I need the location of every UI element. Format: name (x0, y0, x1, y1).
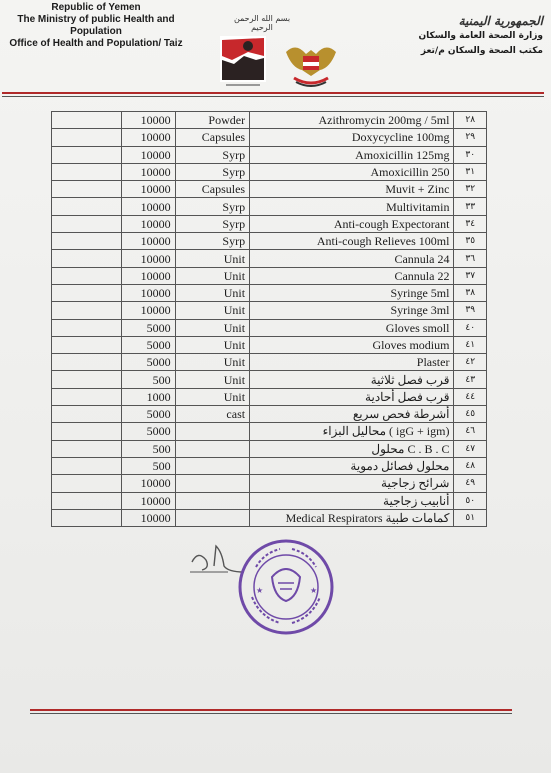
table-row (52, 284, 487, 301)
form-cell (175, 457, 249, 474)
yemen-eagle-emblem-icon (280, 40, 342, 90)
quantity-cell: 5000 (122, 336, 175, 353)
table-row (52, 457, 487, 474)
footer-divider (30, 709, 512, 715)
item-number-cell: ٤٠ (454, 319, 487, 336)
form-cell: Unit (175, 267, 249, 284)
quantity-cell: 5000 (122, 406, 175, 423)
header-right-line: وزارة الصحة العامة والسكان (418, 31, 543, 41)
item-number-cell: ٣٠ (454, 146, 487, 163)
form-cell (175, 475, 249, 492)
header-right-block (403, 14, 543, 59)
quantity-cell: 1000 (122, 388, 175, 405)
svg-text:★: ★ (310, 586, 318, 595)
form-cell: Unit (175, 284, 249, 301)
table-row (52, 233, 487, 250)
quantity-cell: 10000 (122, 129, 175, 146)
empty-cell (52, 319, 122, 336)
quantity-cell: 10000 (122, 181, 175, 198)
form-cell (175, 492, 249, 509)
empty-cell (52, 423, 122, 440)
item-name-cell: Cannula 22 (250, 267, 454, 284)
empty-cell (52, 146, 122, 163)
quantity-cell: 500 (122, 457, 175, 474)
form-cell: Unit (175, 388, 249, 405)
quantity-cell: 10000 (122, 492, 175, 509)
item-name-cell: محاليل البزاء ( igG + igm) (250, 423, 454, 440)
table-row (52, 198, 487, 215)
item-number-cell: ٣٧ (454, 267, 487, 284)
table-row (52, 406, 487, 423)
empty-cell (52, 302, 122, 319)
item-number-cell: ٣٥ (454, 233, 487, 250)
item-name-cell: Cannula 24 (250, 250, 454, 267)
table-row (52, 423, 487, 440)
item-number-cell: ٣٣ (454, 198, 487, 215)
table-row (52, 354, 487, 371)
item-name-cell: Anti-cough Relieves 100ml (250, 233, 454, 250)
item-number-cell: ٤٨ (454, 457, 487, 474)
item-name-cell: محلول فصائل دموية (250, 457, 454, 474)
table-row (52, 146, 487, 163)
quantity-cell: 500 (122, 371, 175, 388)
item-number-cell: ٤٤ (454, 388, 487, 405)
item-name-cell: أشرطة فحص سريع (250, 406, 454, 423)
quantity-cell: 10000 (122, 112, 175, 129)
form-cell: Capsules (175, 181, 249, 198)
form-cell: Syrp (175, 198, 249, 215)
item-number-cell: ٤٩ (454, 475, 487, 492)
item-number-cell: ٣٢ (454, 181, 487, 198)
item-name-cell: Multivitamin (250, 198, 454, 215)
form-cell: Unit (175, 319, 249, 336)
form-cell: Capsules (175, 129, 249, 146)
quantity-cell: 10000 (122, 475, 175, 492)
empty-cell (52, 233, 122, 250)
item-name-cell: Syringe 3ml (250, 302, 454, 319)
header-left-line: Office of Health and Population/ Taiz (9, 38, 183, 49)
empty-cell (52, 336, 122, 353)
empty-cell (52, 198, 122, 215)
official-round-stamp-icon (236, 537, 336, 637)
table-row (52, 215, 487, 232)
item-name-cell: Medical Respirators كمامات طبية (250, 509, 454, 526)
header-divider (2, 92, 544, 98)
svg-text:★: ★ (256, 586, 264, 595)
form-cell: Unit (175, 336, 249, 353)
empty-cell (52, 509, 122, 526)
quantity-cell: 500 (122, 440, 175, 457)
quantity-cell: 10000 (122, 198, 175, 215)
item-name-cell: Gloves smoll (250, 319, 454, 336)
header-right-title: الجمهورية اليمنية (458, 14, 543, 28)
item-name-cell: Doxycycline 100mg (250, 129, 454, 146)
empty-cell (52, 215, 122, 232)
form-cell (175, 423, 249, 440)
empty-cell (52, 388, 122, 405)
item-name-cell: قرب فصل ثلاثية (250, 371, 454, 388)
quantity-cell: 5000 (122, 319, 175, 336)
item-name-cell: Muvit + Zinc (250, 181, 454, 198)
form-cell: Syrp (175, 146, 249, 163)
item-number-cell: ٤٥ (454, 406, 487, 423)
table-row (52, 250, 487, 267)
quantity-cell: 10000 (122, 163, 175, 180)
item-name-cell: Gloves modium (250, 336, 454, 353)
table-row (52, 492, 487, 509)
items-table (51, 111, 487, 527)
empty-cell (52, 129, 122, 146)
table-row (52, 475, 487, 492)
quantity-cell: 10000 (122, 302, 175, 319)
header-right-line: مكتب الصحة والسكان م/تعز (420, 46, 543, 56)
item-number-cell: ٣٩ (454, 302, 487, 319)
empty-cell (52, 181, 122, 198)
header-left-line: Population (70, 26, 122, 37)
table-row (52, 336, 487, 353)
table-row (52, 509, 487, 526)
empty-cell (52, 492, 122, 509)
form-cell: Syrp (175, 215, 249, 232)
quantity-cell: 10000 (122, 267, 175, 284)
item-number-cell: ٣١ (454, 163, 487, 180)
empty-cell (52, 112, 122, 129)
table-row (52, 112, 487, 129)
form-cell: Syrp (175, 163, 249, 180)
header-left-block (6, 2, 186, 50)
form-cell: Unit (175, 371, 249, 388)
table-row (52, 319, 487, 336)
empty-cell (52, 267, 122, 284)
header-left-line: The Ministry of public Health and (17, 14, 175, 25)
form-cell: cast (175, 406, 249, 423)
item-number-cell: ٢٩ (454, 129, 487, 146)
empty-cell (52, 406, 122, 423)
item-number-cell: ٤١ (454, 336, 487, 353)
item-number-cell: ٥١ (454, 509, 487, 526)
item-number-cell: ٤٦ (454, 423, 487, 440)
item-number-cell: ٤٣ (454, 371, 487, 388)
item-number-cell: ٥٠ (454, 492, 487, 509)
item-name-cell: Plaster (250, 354, 454, 371)
quantity-cell: 10000 (122, 284, 175, 301)
table-row (52, 129, 487, 146)
item-name-cell: Amoxicillin 125mg (250, 146, 454, 163)
item-number-cell: ٤٢ (454, 354, 487, 371)
form-cell: Powder (175, 112, 249, 129)
empty-cell (52, 440, 122, 457)
table-row (52, 371, 487, 388)
form-cell (175, 509, 249, 526)
quantity-cell: 10000 (122, 146, 175, 163)
empty-cell (52, 250, 122, 267)
item-number-cell: ٣٦ (454, 250, 487, 267)
item-name-cell: أنابيب زجاجية (250, 492, 454, 509)
item-number-cell: ٣٤ (454, 215, 487, 232)
empty-cell (52, 371, 122, 388)
table-row (52, 163, 487, 180)
item-name-cell: Azithromycin 200mg / 5ml (250, 112, 454, 129)
basmala: بسم الله الرحمن الرحيم (233, 14, 291, 32)
item-name-cell: Anti-cough Expectorant (250, 215, 454, 232)
table-row (52, 440, 487, 457)
table-row (52, 181, 487, 198)
form-cell: Unit (175, 354, 249, 371)
office-logo-icon (218, 34, 268, 90)
item-name-cell: Amoxicillin 250 (250, 163, 454, 180)
item-name-cell: شرائح زجاجية (250, 475, 454, 492)
quantity-cell: 10000 (122, 250, 175, 267)
item-number-cell: ٣٨ (454, 284, 487, 301)
item-number-cell: ٢٨ (454, 112, 487, 129)
form-cell: Unit (175, 302, 249, 319)
quantity-cell: 10000 (122, 509, 175, 526)
quantity-cell: 5000 (122, 354, 175, 371)
table-row (52, 388, 487, 405)
header-left-line: Republic of Yemen (51, 2, 141, 13)
quantity-cell: 5000 (122, 423, 175, 440)
quantity-cell: 10000 (122, 215, 175, 232)
quantity-cell: 10000 (122, 233, 175, 250)
form-cell: Syrp (175, 233, 249, 250)
empty-cell (52, 475, 122, 492)
table-row (52, 267, 487, 284)
empty-cell (52, 284, 122, 301)
form-cell: Unit (175, 250, 249, 267)
empty-cell (52, 354, 122, 371)
form-cell (175, 440, 249, 457)
empty-cell (52, 457, 122, 474)
empty-cell (52, 163, 122, 180)
item-name-cell: قرب فصل أحادية (250, 388, 454, 405)
item-name-cell: Syringe 5ml (250, 284, 454, 301)
table-row (52, 302, 487, 319)
item-name-cell: محلول C . B . C (250, 440, 454, 457)
item-number-cell: ٤٧ (454, 440, 487, 457)
